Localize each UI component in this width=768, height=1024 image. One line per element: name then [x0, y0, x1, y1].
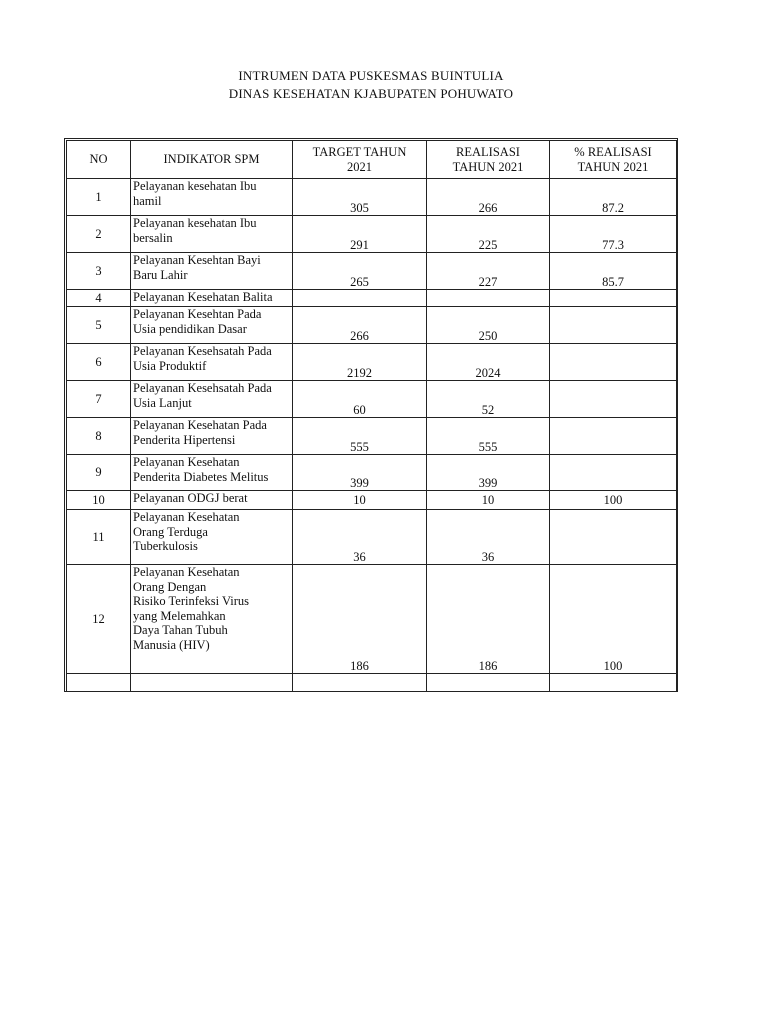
- document-subtitle: DINAS KESEHATAN KJABUPATEN POHUWATO: [228, 86, 514, 101]
- indikator-line: hamil: [133, 193, 162, 208]
- header-realisasi-line: REALISASI: [456, 145, 520, 159]
- cell-realisasi: 186: [427, 565, 550, 674]
- cell-indikator: [131, 565, 293, 674]
- cell-indikator: [131, 491, 293, 510]
- cell-persen: [550, 344, 677, 381]
- cell-target: 555: [293, 418, 427, 455]
- table-header-row: [67, 141, 677, 179]
- cell-no: 3: [67, 253, 131, 290]
- cell-target: 36: [293, 510, 427, 565]
- indikator-line: Pelayanan Kesehsatah Pada: [133, 344, 272, 358]
- cell-persen: 100: [550, 565, 677, 674]
- cell-no: 8: [67, 418, 131, 455]
- table-row: [67, 344, 677, 381]
- cell-empty: [67, 674, 131, 692]
- cell-indikator: [131, 418, 293, 455]
- document-title: INTRUMEN DATA PUSKESMAS BUINTULIA: [238, 68, 504, 83]
- table-row: [67, 565, 677, 674]
- cell-realisasi: [427, 290, 550, 307]
- cell-persen: [550, 418, 677, 455]
- indikator-line: Baru Lahir: [133, 267, 188, 282]
- cell-target: 399: [293, 455, 427, 491]
- cell-persen: [550, 381, 677, 418]
- indikator-line: Usia Produktif: [133, 358, 207, 373]
- indikator-line: Penderita Hipertensi: [133, 432, 236, 447]
- table-row: [67, 418, 677, 455]
- cell-empty: [293, 674, 427, 692]
- table-row: [67, 381, 677, 418]
- cell-persen: [550, 307, 677, 344]
- header-persen: [550, 141, 677, 179]
- table-row: [67, 253, 677, 290]
- indikator-line: Pelayanan Kesehatan Pada: [133, 418, 267, 432]
- table-row: [67, 216, 677, 253]
- cell-no: 7: [67, 381, 131, 418]
- indikator-line: yang Melemahkan: [133, 608, 226, 623]
- header-target-line: 2021: [347, 159, 372, 174]
- indikator-line: Risiko Terinfeksi Virus: [133, 594, 249, 608]
- indikator-line: Usia pendidikan Dasar: [133, 321, 247, 336]
- cell-realisasi: 36: [427, 510, 550, 565]
- cell-realisasi: 399: [427, 455, 550, 491]
- cell-realisasi: 555: [427, 418, 550, 455]
- cell-no: 6: [67, 344, 131, 381]
- indikator-line: Pelayanan Kesehatan: [133, 510, 240, 524]
- indikator-line: Orang Dengan: [133, 579, 207, 594]
- cell-target: 2192: [293, 344, 427, 381]
- header-persen-line: TAHUN 2021: [577, 159, 649, 174]
- cell-indikator: [131, 253, 293, 290]
- header-realisasi: [427, 141, 550, 179]
- cell-realisasi: 225: [427, 216, 550, 253]
- header-persen-line: % REALISASI: [574, 145, 652, 159]
- cell-no: 12: [67, 565, 131, 674]
- indikator-line: Pelayanan kesehatan Ibu: [133, 216, 257, 230]
- table-row: [67, 455, 677, 491]
- cell-indikator: [131, 344, 293, 381]
- cell-realisasi: 266: [427, 179, 550, 216]
- cell-target: 60: [293, 381, 427, 418]
- cell-persen: 85.7: [550, 253, 677, 290]
- cell-indikator: [131, 307, 293, 344]
- cell-no: 2: [67, 216, 131, 253]
- table-row: [67, 179, 677, 216]
- cell-target: 186: [293, 565, 427, 674]
- cell-indikator: [131, 381, 293, 418]
- cell-target: 291: [293, 216, 427, 253]
- cell-indikator: [131, 179, 293, 216]
- indikator-line: Tuberkulosis: [133, 539, 198, 553]
- table-row: [67, 510, 677, 565]
- header-realisasi-line: TAHUN 2021: [452, 159, 524, 174]
- cell-target: 266: [293, 307, 427, 344]
- cell-no: 5: [67, 307, 131, 344]
- cell-target: 305: [293, 179, 427, 216]
- cell-empty: [131, 674, 293, 692]
- header-no: NO: [67, 141, 131, 179]
- indikator-line: Pelayanan Kesehtan Bayi: [133, 253, 261, 267]
- indikator-line: Pelayanan Kesehatan Balita: [133, 290, 273, 304]
- cell-target: 10: [293, 491, 427, 510]
- indikator-line: bersalin: [133, 230, 173, 245]
- cell-persen: 77.3: [550, 216, 677, 253]
- table-row-empty: [67, 674, 677, 692]
- table-row: [67, 491, 677, 510]
- indikator-line: Penderita Diabetes Melitus: [133, 469, 269, 484]
- indikator-line: Orang Terduga: [133, 524, 208, 539]
- indikator-line: Daya Tahan Tubuh: [133, 623, 228, 637]
- cell-indikator: [131, 510, 293, 565]
- cell-persen: [550, 510, 677, 565]
- cell-persen: 87.2: [550, 179, 677, 216]
- table-body: [67, 179, 677, 692]
- cell-empty: [427, 674, 550, 692]
- cell-persen: 100: [550, 491, 677, 510]
- cell-indikator: [131, 455, 293, 491]
- spm-table: [66, 140, 677, 692]
- cell-target: [293, 290, 427, 307]
- indikator-line: Pelayanan Kesehatan: [133, 455, 240, 469]
- cell-empty: [550, 674, 677, 692]
- cell-realisasi: 250: [427, 307, 550, 344]
- cell-no: 4: [67, 290, 131, 307]
- indikator-line: Pelayanan Kesehatan: [133, 565, 240, 579]
- cell-persen: [550, 455, 677, 491]
- cell-no: 11: [67, 510, 131, 565]
- cell-no: 1: [67, 179, 131, 216]
- cell-indikator: [131, 216, 293, 253]
- cell-no: 9: [67, 455, 131, 491]
- cell-indikator: [131, 290, 293, 307]
- header-target: [293, 141, 427, 179]
- indikator-line: Usia Lanjut: [133, 395, 192, 410]
- cell-realisasi: 52: [427, 381, 550, 418]
- indikator-line: Pelayanan Kesehtan Pada: [133, 307, 262, 321]
- header-indikator: INDIKATOR SPM: [131, 141, 293, 179]
- cell-realisasi: 10: [427, 491, 550, 510]
- cell-target: 265: [293, 253, 427, 290]
- cell-persen: [550, 290, 677, 307]
- indikator-line: Pelayanan ODGJ berat: [133, 491, 248, 505]
- table-row: [67, 290, 677, 307]
- cell-no: 10: [67, 491, 131, 510]
- cell-realisasi: 227: [427, 253, 550, 290]
- cell-realisasi: 2024: [427, 344, 550, 381]
- indikator-line: Manusia (HIV): [133, 637, 210, 652]
- table-row: [67, 307, 677, 344]
- indikator-line: Pelayanan kesehatan Ibu: [133, 179, 257, 193]
- indikator-line: Pelayanan Kesehsatah Pada: [133, 381, 272, 395]
- header-target-line: TARGET TAHUN: [312, 145, 407, 159]
